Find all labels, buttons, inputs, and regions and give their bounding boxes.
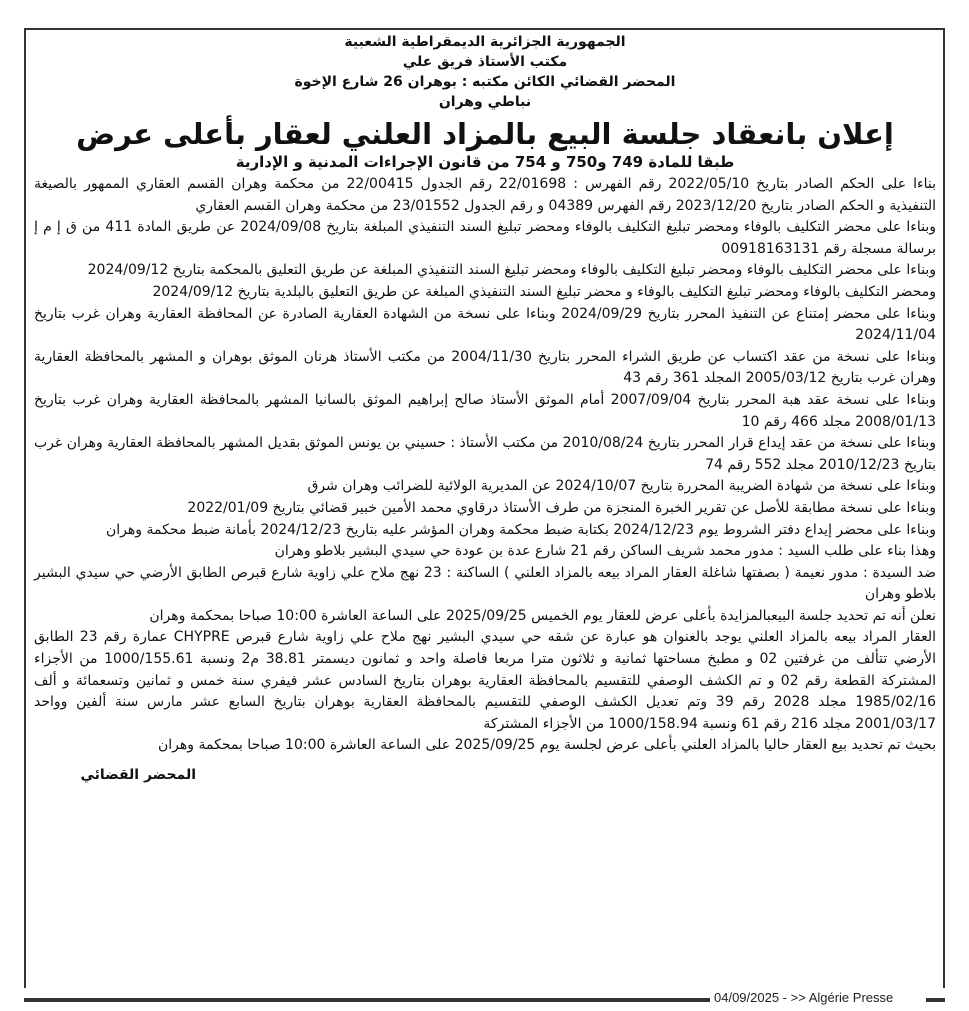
paragraph: وبناءا على نسخة عقد هبة المحرر بتاريخ 2007/09/04 أمام الموثق الأستاذ صالح إبراهيم الموثق بالسانيا المشهر بالمحافظة العقارية وهران غرب بتاريخ 2008/01/13 مجلد 466 رقم 10 [34,391,936,430]
announcement [34,32,936,783]
footer [24,988,945,1008]
header-line-1: الجمهورية الجزائرية الديمقراطية الشعبية [344,34,626,50]
announcement-body [34,174,936,757]
paragraph: وبناءا على محضر إيداع دفتر الشروط يوم 2024/12/23 بكتابة ضبط محكمة وهران المؤشر عليه بتاريخ 2024/12/23 بأمانة ضبط محكمة وهران [106,521,936,538]
header-line-3: المحضر القضائي الكائن مكتبه : بوهران 26 شارع الإخوة [294,74,676,90]
paragraph: وبناءا على محضر إمتناع عن التنفيذ المحرر بتاريخ 2024/09/29 وبناءا على نسخة من الشهادة العقارية الصادرة عن المحافظة العقارية وهران غرب بتاريخ 2024/11/04 [34,305,936,344]
paragraph: ضد السيدة : مدور نعيمة ( بصفتها شاغلة العقار المراد بيعه بالمزاد العلني ) الساكنة : 23 نهج ملاح علي زاوية شارع قبرص الطابق الأرضي حي سيدي البشير بلاطو وهران [34,564,936,603]
footer-source: 04/09/2025 - >> Algérie Presse [710,988,897,1008]
announcement-subtitle: طبقا للمادة 749 و750 و 754 من قانون الإجراءات المدنية و الإدارية [235,153,735,171]
paragraph: وبناءا على نسخة مطابقة للأصل عن تقرير الخبرة المنجزة من طرف الأستاذ درقاوي محمد الأمين خبير قضائي بتاريخ 2022/01/09 [187,499,936,516]
paragraph: بحيث تم تحديد بيع العقار حاليا بالمزاد العلني بأعلى عرض لجلسة يوم 2025/09/25 على الساعة العاشرة 10:00 صباحا بمحكمة وهران [158,737,936,754]
paragraph: وبناءا على نسخة من شهادة الضريبة المحررة بتاريخ 2024/10/07 عن المديرية الولائية للضرائب وهران شرق [307,478,936,495]
paragraph: بناءا على الحكم الصادر بتاريخ 2022/05/10 رقم الفهرس : 22/01698 رقم الجدول 22/00415 من محكمة وهران القسم العقاري الممهور بالصيغة التنفيذية و الحكم الصادر بتاريخ 2023/12/20 رقم الفهرس 04389 و رقم الجدول 23/01552 من محكمة وهران القسم العقاري [34,176,936,214]
header-line-4: نباطي وهران [438,94,532,110]
paragraph: العقار المراد بيعه بالمزاد العلني يوجد بالعنوان هو عبارة عن شقه حي سيدي البشير نهج ملاح علي زاوية شارع قبرص CHYPRE عمارة رقم 23 الطابق الأرضي تتألف من غرفتين 02 و مطبخ مساحتها ثمانية و ثلاثون مترا مربعا فاصلة واحد و ثمانون ديسمتر 38.81 م2 ونسبة 1000/155.61 من الأجزاء المشتركة القطعة رقم 02 و تم الكشف الوصفي للتقسيم بالمحافظة العقارية بوهران بتاريخ السادس عشر فيفري سنة خمس و ثمانين وتسعمائة و ألف 1985/02/16 مجلد 2028 رقم 39 وتم تعديل الكشف الوصفي للتقسيم بالمحافظة العقارية بوهران بتاريخ السابع عشر مارس سنة ألفين وواحد 2001/03/17 مجلد 216 رقم 61 ونسبة 1000/158.94 من الأجزاء المشتركة [34,629,937,732]
signature: المحضر القضائي [80,767,196,784]
paragraph: وبناءا على نسخة من عقد اكتساب عن طريق الشراء المحرر بتاريخ 2004/11/30 من مكتب الأستاذ هرنان الموثق بوهران و المشهر بالمحافظة العقارية وهران غرب بتاريخ 2005/03/12 المجلد 361 رقم 43 [34,348,936,387]
paragraph: وبناءا على نسخة من عقد إيداع قرار المحرر بتاريخ 2010/08/24 من مكتب الأستاذ : حسيني بن يونس الموثق بقديل المشهر بالمحافظة العقارية وهران غرب بتاريخ 2010/12/23 مجلد 552 رقم 74 [34,435,936,473]
footer-rule-right [926,998,945,1002]
paragraph: وبناءا على محضر التكليف بالوفاء ومحضر تبليغ التكليف بالوفاء ومحضر تبليغ السند التنفيذي المبلغة عن طريق التعليق بالمحكمة بتاريخ 2024/09/12 [87,262,936,279]
announcement-title: إعلان بانعقاد جلسة البيع بالمزاد العلني لعقار بأعلى عرض [76,117,894,151]
paragraph: نعلن أنه تم تحديد جلسة البيعبالمزايدة بأعلى عرض للعقار يوم الخميس 2025/09/25 على الساعة العاشرة 10:00 صباحا بمحكمة وهران [149,607,936,624]
footer-rule-left [24,998,714,1002]
paragraph: ومحضر التكليف بالوفاء ومحضر تبليغ التكليف بالوفاء و محضر تبليغ السند التنفيذي المبلغة عن طريق التعليق بالبلدية بتاريخ 2024/09/12 [152,283,936,300]
paragraph: وبناءا على محضر التكليف بالوفاء ومحضر تبليغ التكليف بالوفاء ومحضر تبليغ السند التنفيذي المبلغة بتاريخ 2024/09/08 عن طريق المادة 411 من ق إ م إ برسالة مسجلة رقم 00918163131 [34,219,936,257]
header-line-2: مكتب الأستاذ فريق علي [402,54,568,70]
paragraph: وهذا بناء على طلب السيد : مدور محمد شريف الساكن رقم 21 شارع عدة بن عودة حي سيدي البشير بلاطو وهران [274,543,936,560]
